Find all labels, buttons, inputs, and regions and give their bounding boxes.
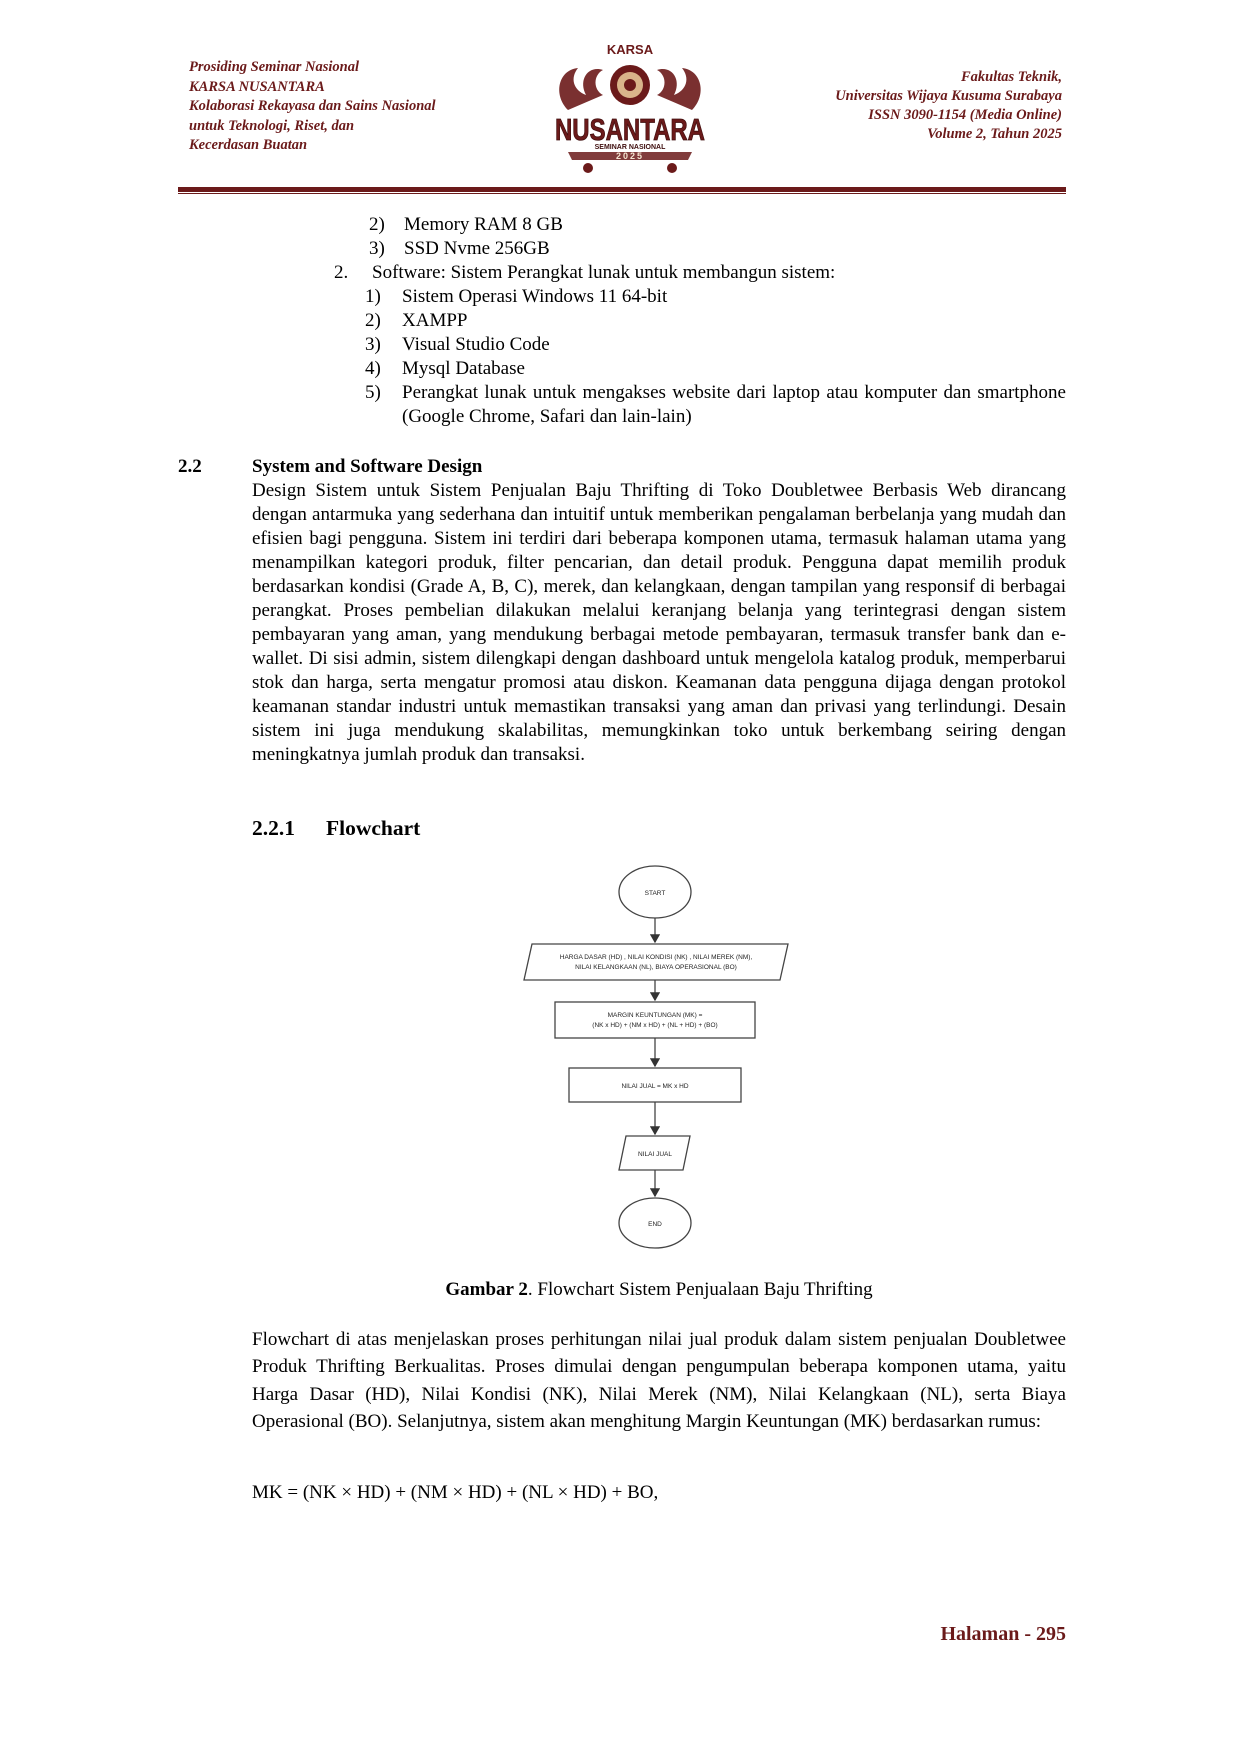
header-right-line: ISSN 3090-1154 (Media Online)	[868, 107, 1062, 123]
formula: MK = (NK × HD) + (NM × HD) + (NL × HD) + BO,	[252, 1482, 659, 1503]
list-number: 5)	[365, 382, 381, 403]
header-left	[189, 58, 509, 156]
header-left-line: Prosiding Seminar Nasional	[189, 59, 360, 75]
end-label: END	[648, 1221, 662, 1228]
subsection-title: Flowchart	[326, 816, 421, 840]
list-item: SSD Nvme 256GB	[404, 238, 550, 259]
section-title: System and Software Design	[252, 456, 483, 477]
subsection-number: 2.2.1	[252, 816, 295, 840]
list-item: Sistem Operasi Windows 11 64-bit	[402, 286, 668, 307]
header-left-line: Kecerdasan Buatan	[189, 137, 308, 153]
paragraph-after-figure: Flowchart di atas menjelaskan proses perhitungan nilai jual produk dalam sistem penjualan Doubletwee Produk Thrifting Berkualitas. Proses dimulai dengan pengumpulan beberapa komponen utama, yaitu Harga Dasar (HD), Nilai Kondisi (NK), Nilai Merek (NM), Nilai Kelangkaan (NL), serta Biaya Operasional (BO). Selanjutnya, sistem akan menghitung Margin Keuntungan (MK) berdasarkan rumus:	[252, 1329, 1066, 1432]
output-label: NILAI JUAL	[638, 1151, 672, 1158]
logo-main-text: NUSANTARA	[555, 112, 705, 147]
header-right	[722, 68, 1062, 144]
process-margin-label-1: MARGIN KEUNTUNGAN (MK) =	[607, 1012, 703, 1019]
flowchart-diagram	[520, 858, 800, 1254]
process-price-label: NILAI JUAL = MK x HD	[621, 1083, 689, 1090]
list-number: 4)	[365, 358, 381, 379]
header-right-line: Fakultas Teknik,	[961, 69, 1062, 85]
list-item: Software: Sistem Perangkat lunak untuk membangun sistem:	[372, 262, 836, 283]
header-left-line: untuk Teknologi, Riset, dan	[189, 117, 355, 134]
header-rule-thick	[178, 187, 1066, 192]
header-right-line: Universitas Wijaya Kusuma Surabaya	[835, 88, 1062, 104]
karsa-nusantara-logo	[548, 40, 712, 178]
process-margin-node	[555, 1002, 755, 1038]
list-item: Perangkat lunak untuk mengakses website dari laptop atau komputer dan smartphone (Google Chrome, Safari dan lain-lain)	[402, 382, 1066, 427]
list-item: XAMPP	[402, 310, 468, 331]
list-number: 2)	[365, 310, 381, 331]
process-margin-label-2: (NK x HD) + (NM x HD) + (NL + HD) + (BO)	[592, 1022, 718, 1029]
section-number: 2.2	[178, 456, 202, 477]
logo-year: 2025	[615, 151, 645, 161]
list-item: Mysql Database	[402, 358, 525, 379]
input-node	[524, 944, 788, 980]
list-item: Visual Studio Code	[402, 334, 550, 355]
input-label-1: HARGA DASAR (HD) , NILAI KONDISI (NK) , NILAI MEREK (NM),	[559, 954, 753, 961]
header-left-line: Kolaborasi Rekayasa dan Sains Nasional	[189, 98, 436, 114]
page-number: Halaman - 295	[940, 1623, 1066, 1645]
figure-caption-text: . Flowchart Sistem Penjualaan Baju Thrifting	[527, 1279, 873, 1300]
list-number: 3)	[365, 334, 381, 355]
list-number: 3)	[369, 238, 385, 259]
section-body: Design Sistem untuk Sistem Penjualan Baju Thrifting di Toko Doubletwee Berbasis Web dirancang dengan antarmuka yang sederhana dan intuitif untuk memberikan pengalaman berbelanja yang mudah dan efisien bagi pengguna. Sistem ini terdiri dari beberapa komponen utama, termasuk halaman utama yang menampilkan kategori produk, filter pencarian, dan detail produk. Pengguna dapat memilih produk berdasarkan kondisi (Grade A, B, C), merek, dan kelangkaan, dengan tampilan yang responsif di berbagai perangkat. Proses pembelian dilakukan melalui keranjang belanja yang terintegrasi dengan sistem pembayaran yang aman, yang mendukung berbagai metode pembayaran, termasuk transfer bank dan e-wallet. Di sisi admin, sistem dilengkapi dengan dashboard untuk mengelola katalog produk, memperbarui stok dan harga, serta mengatur promosi atau diskon. Keamanan data pengguna dijaga dengan protokol keamanan standar industri untuk memastikan transaksi yang aman dan privasi yang terlindungi. Desain sistem ini juga mendukung skalabilitas, memungkinkan toko untuk berkembang seiring dengan meningkatnya jumlah produk dan transaksi.	[252, 480, 1066, 765]
header-left-line: KARSA NUSANTARA	[189, 78, 325, 95]
figure-caption	[0, 1278, 1240, 1302]
header-right-line: Volume 2, Tahun 2025	[927, 126, 1062, 142]
header-rule-thin	[178, 193, 1066, 194]
logo-top-text: KARSA	[606, 42, 654, 57]
logo-sub-text: SEMINAR NASIONAL	[594, 144, 666, 151]
list-number: 2.	[334, 262, 349, 283]
list-number: 1)	[365, 286, 381, 307]
figure-caption-label: Gambar 2	[445, 1279, 528, 1300]
list-number: 2)	[369, 214, 385, 235]
start-label: START	[644, 890, 666, 897]
input-label-2: NILAI KELANGKAAN (NL), BIAYA OPERASIONAL (BO)	[575, 964, 737, 971]
list-item: Memory RAM 8 GB	[404, 214, 563, 235]
